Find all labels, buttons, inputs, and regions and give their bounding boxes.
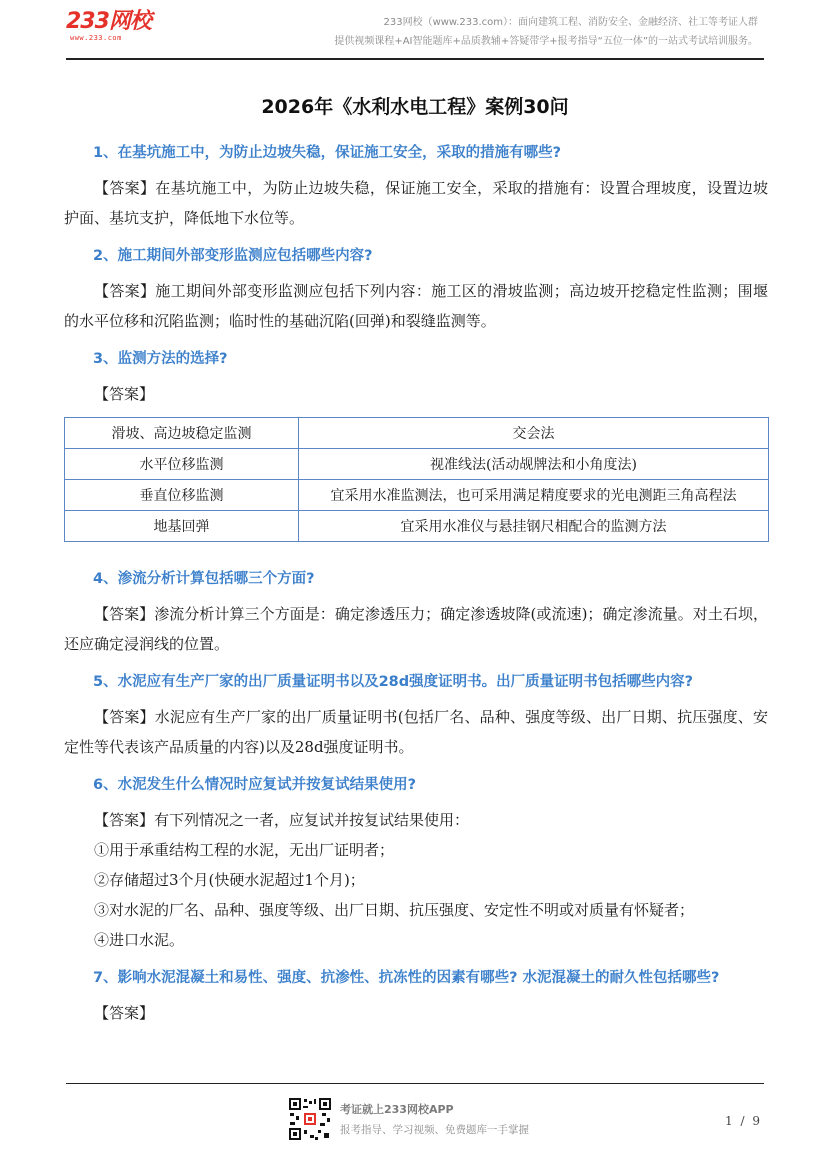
table-cell: 地基回弹: [65, 511, 299, 542]
answer-2: 【答案】施工期间外部变形监测应包括下列内容：施工区的滑坡监测；高边坡开挖稳定性监测；围堰的水平位移和沉陷监测；临时性的基础沉陷(回弹)和裂缝监测等。: [64, 282, 768, 330]
table-cell: 垂直位移监测: [65, 480, 299, 511]
answer-6: 【答案】有下列情况之一者，应复试并按复试结果使用：: [94, 811, 470, 829]
table-row: [65, 418, 769, 449]
footer-app-subtitle: 报考指导、学习视频、免费题库一手掌握: [340, 1124, 529, 1136]
answer-1: 【答案】在基坑施工中，为防止边坡失稳，保证施工安全，采取的措施有：设置合理坡度，设置边坡护面、基坑支护，降低地下水位等。: [64, 179, 768, 227]
table-row: [65, 511, 769, 542]
logo-url: www.233.com: [70, 34, 122, 42]
document-body: [64, 138, 768, 1036]
footer-app-title: 考证就上233网校APP: [340, 1103, 454, 1116]
table-row: [65, 480, 769, 511]
answer-7-label: 【答案】: [94, 1004, 155, 1022]
list-item: ①用于承重结构工程的水泥，无出厂证明者；: [94, 841, 395, 859]
table-cell: 宜采用水准监测法，也可采用满足精度要求的光电测距三角高程法: [299, 480, 769, 511]
question-4: 4、渗流分析计算包括哪三个方面?: [93, 571, 315, 587]
list-item: ③对水泥的厂名、品种、强度等级、出厂日期、抗压强度、安定性不明或对质量有怀疑者；: [94, 901, 695, 919]
header-divider: [66, 58, 764, 60]
table-cell: 交会法: [299, 418, 769, 449]
page-number: 1 / 9: [725, 1114, 762, 1128]
header-tagline: [334, 13, 758, 51]
list-item: ②存储超过3个月(快硬水泥超过1个月)；: [94, 871, 365, 889]
monitoring-methods-table: [64, 417, 769, 542]
answer-4: 【答案】渗流分析计算三个方面是：确定渗透压力；确定渗透坡降(或流速)；确定渗流量。对土石坝，还应确定浸润线的位置。: [64, 605, 768, 653]
question-3: 3、监测方法的选择?: [93, 351, 228, 367]
document-title: 2026年《水利水电工程》案例30问: [261, 96, 569, 118]
answer-5: 【答案】水泥应有生产厂家的出厂质量证明书(包括厂名、品种、强度等级、出厂日期、抗压强度、安定性等代表该产品质量的内容)以及28d强度证明书。: [64, 708, 768, 756]
question-7: 7、影响水泥混凝土和易性、强度、抗渗性、抗冻性的因素有哪些? 水泥混凝土的耐久性包括哪些?: [93, 970, 720, 986]
question-2: 2、施工期间外部变形监测应包括哪些内容?: [93, 248, 373, 264]
qr-code-icon[interactable]: [288, 1097, 332, 1141]
list-item: ④进口水泥。: [94, 931, 185, 949]
question-5: 5、水泥应有生产厂家的出厂质量证明书以及28d强度证明书。出厂质量证明书包括哪些内容?: [93, 674, 694, 690]
table-cell: 宜采用水准仪与悬挂钢尺相配合的监测方法: [299, 511, 769, 542]
question-6: 6、水泥发生什么情况时应复试并按复试结果使用?: [93, 777, 416, 793]
page-header: [0, 0, 830, 60]
table-row: [65, 449, 769, 480]
logo-text: 233网校: [66, 9, 151, 34]
table-cell: 滑坡、高边坡稳定监测: [65, 418, 299, 449]
brand-logo[interactable]: [66, 10, 151, 42]
question-1: 1、在基坑施工中，为防止边坡失稳，保证施工安全，采取的措施有哪些?: [93, 145, 561, 161]
table-cell: 水平位移监测: [65, 449, 299, 480]
header-line-1: 233网校（www.233.com）：面向建筑工程、消防安全、金融经济、社工等考证人群: [383, 17, 758, 28]
footer-divider: [66, 1083, 764, 1084]
answer-3-label: 【答案】: [94, 385, 155, 403]
table-cell: 视准线法(活动觇牌法和小角度法): [299, 449, 769, 480]
header-line-2: 提供视频课程+AI智能题库+品质教辅+答疑带学+报考指导“五位一体”的一站式考试培训服务。: [334, 36, 758, 47]
